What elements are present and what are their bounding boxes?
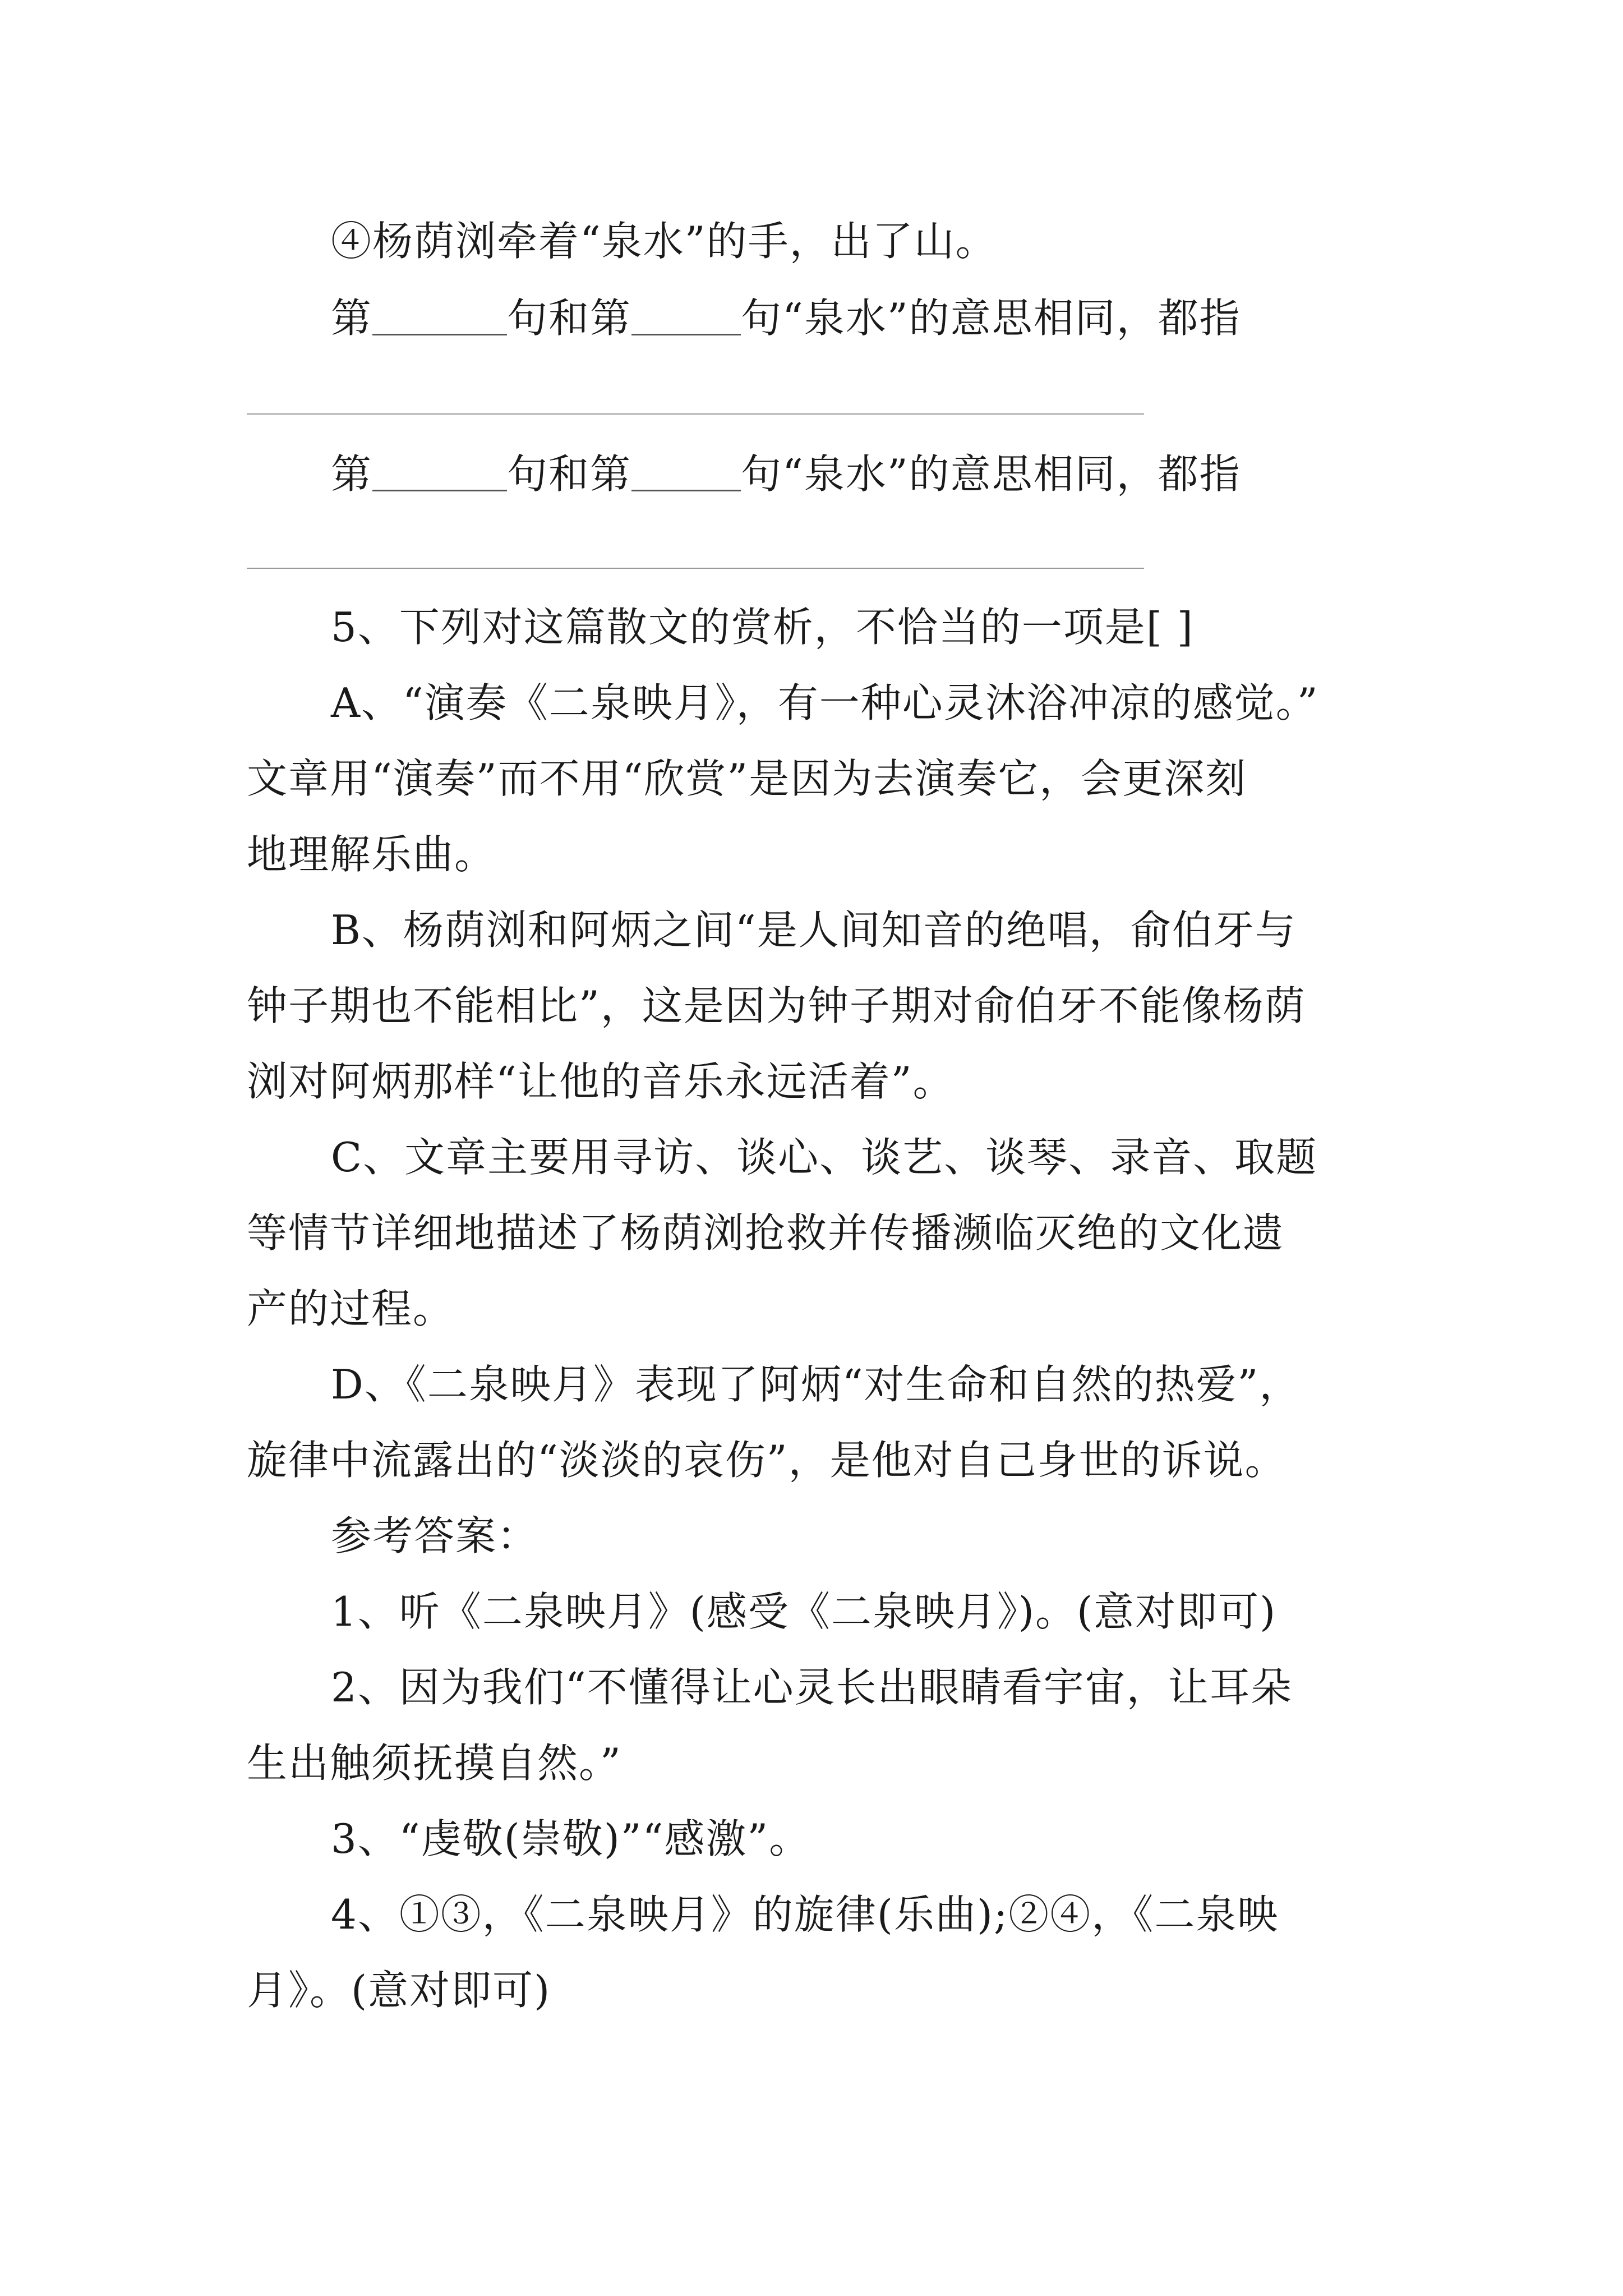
q5-option-b-line3: 浏对阿炳那样“让他的音乐永远活着”。: [247, 1058, 955, 1105]
blank-field[interactable]: [631, 456, 741, 491]
q5-option-a-line2: 文章用“演奏”而不用“欣赏”是因为去演奏它，会更深刻: [247, 755, 1247, 802]
fill-suffix: 句“泉水”的意思相同，都指: [741, 450, 1241, 498]
q5-option-d-line1: D、《二泉映月》表现了阿炳“对生命和自然的热爱”，: [331, 1361, 1301, 1408]
q5-option-c-line2: 等情节详细地描述了杨荫浏抢救并传播濒临灭绝的文化遗: [247, 1209, 1285, 1257]
item4-sentence: ④杨荫浏牵着“泉水”的手，出了山。: [331, 218, 997, 265]
q5-option-a-line3: 地理解乐曲。: [247, 831, 496, 878]
answer-underline[interactable]: [247, 413, 1144, 415]
q5-option-b-line2: 钟子期也不能相比”，这是因为钟子期对俞伯牙不能像杨荫: [247, 982, 1306, 1029]
q5-option-c-line3: 产的过程。: [247, 1285, 455, 1332]
answers-heading: 参考答案：: [331, 1512, 539, 1559]
blank-field[interactable]: [631, 300, 741, 335]
fill-middle: 句和第: [507, 295, 632, 342]
fill-suffix: 句“泉水”的意思相同，都指: [741, 295, 1241, 342]
q5-option-a-line1: A、“演奏《二泉映月》，有一种心灵沐浴冲凉的感觉。”: [331, 679, 1319, 726]
blank-field[interactable]: [372, 456, 507, 491]
answer-1: 1、听《二泉映月》(感受《二泉映月》)。(意对即可): [331, 1588, 1277, 1635]
answer-underline[interactable]: [247, 568, 1144, 569]
answer-2-line2: 生出触须抚摸自然。”: [247, 1740, 622, 1787]
fill-middle: 句和第: [507, 450, 632, 498]
q5-option-d-line2: 旋律中流露出的“淡淡的哀伤”，是他对自己身世的诉说。: [247, 1437, 1287, 1484]
q5-stem: 5、下列对这篇散文的赏析，不恰当的一项是[ ]: [331, 604, 1194, 651]
fill-prefix: 第: [331, 295, 373, 342]
fill-line-1: [331, 293, 1380, 343]
answer-4-line1: 4、①③，《二泉映月》的旋律(乐曲);②④，《二泉映: [331, 1891, 1279, 1938]
q5-option-b-line1: B、杨荫浏和阿炳之间“是人间知音的绝唱，俞伯牙与: [331, 907, 1297, 954]
answer-3: 3、“虔敬(崇敬)”“感激”。: [331, 1815, 811, 1862]
answer-4-line2: 月》。(意对即可): [247, 1967, 551, 2014]
fill-line-2: [331, 449, 1380, 499]
q5-option-c-line1: C、文章主要用寻访、谈心、谈艺、谈琴、录音、取题: [331, 1134, 1318, 1181]
answer-2-line1: 2、因为我们“不懂得让心灵长出眼睛看宇宙，让耳朵: [331, 1664, 1293, 1711]
fill-prefix: 第: [331, 450, 373, 498]
blank-field[interactable]: [372, 300, 507, 335]
